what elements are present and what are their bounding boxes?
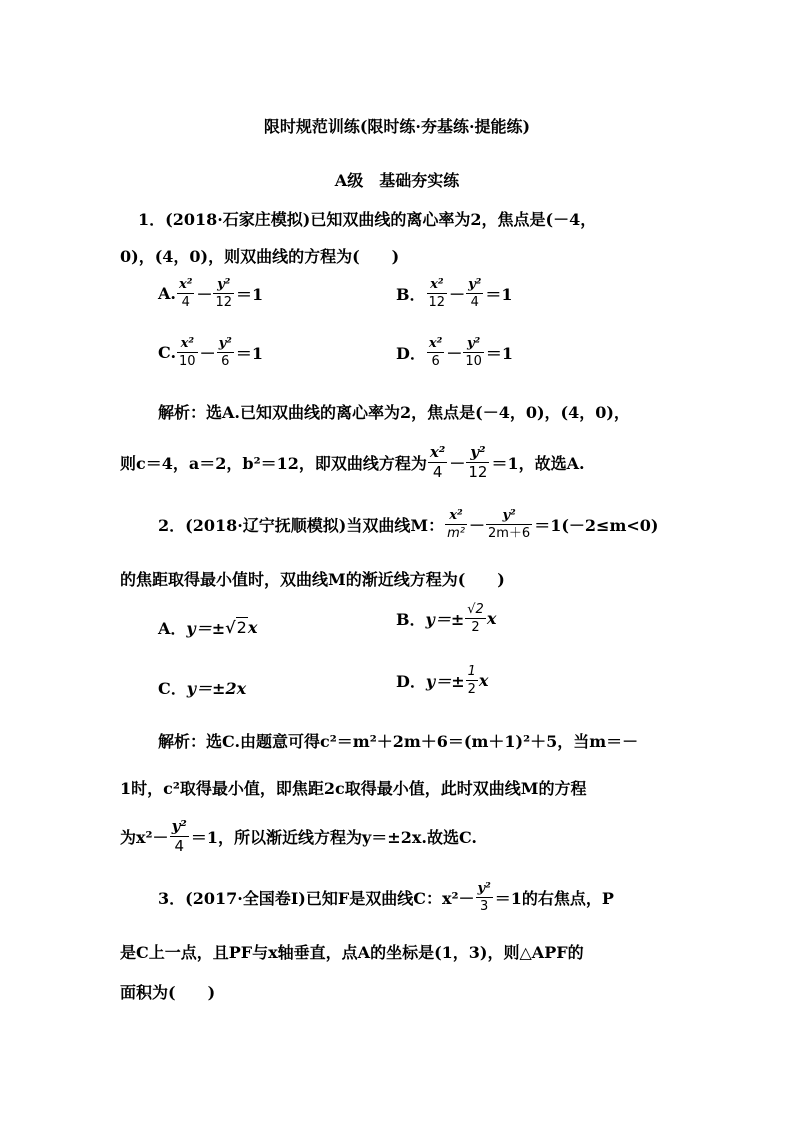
q1-solution-line2: 则c＝4，a＝2，b²＝12，即双曲线方程为 $\frac{\text{x²}}{4}$ － $\frac{\text{y²}}{12}$ ＝1，故选A.	[120, 443, 585, 481]
q2-solution-line3: 为x²－ $\frac{\text{y²}}{4}$ ＝1，所以渐近线方程为y＝±2x.故选C.	[120, 817, 477, 855]
section-heading: A级 基础夯实练	[334, 171, 460, 190]
q3-stem-line3: 面积为( )	[120, 983, 216, 1002]
page-title: 限时规范训练(限时练·夯基练·提能练)	[263, 117, 531, 136]
q2-solution-line2: 1时，c²取得最小值，即焦距2c取得最小值，此时双曲线M的方程	[120, 779, 587, 798]
q1-solution-line1: 解析：选A.已知双曲线的离心率为2，焦点是(－4，0)，(4，0)，	[158, 403, 630, 422]
q1-stem-line2: 0)，(4，0)，则双曲线的方程为( )	[120, 247, 400, 266]
q1-option-b: B． $\frac{\text{x²}}{12}$ － $\frac{\text{y²}}{4}$ ＝1	[396, 277, 513, 310]
q1-option-c: C. $\frac{\text{x²}}{10}$ － $\frac{\text{y²}}{6}$ ＝1	[158, 336, 263, 369]
q2-stem-line2: 的焦距取得最小值时，双曲线M的渐近线方程为( )	[120, 570, 505, 589]
q3-stem-line1: 3．(2017·全国卷Ⅰ)已知F是双曲线C：x²－ $\frac{\text{y²}}{3}$ ＝1的右焦点，P	[158, 881, 614, 914]
q2-solution-line1: 解析：选C.由题意可得c²＝m²＋2m＋6＝(m＋1)²＋5，当m＝－	[158, 732, 639, 751]
q2-option-c: C．y＝±2x	[158, 679, 247, 698]
q2-option-b: B．y＝± $\frac{√2}{2}$ x	[396, 602, 497, 635]
q2-option-d: D．y＝± $\frac{1}{2}$ x	[396, 664, 489, 697]
q1-option-d: D． $\frac{\text{x²}}{6}$ － $\frac{\text{y²}}{10}$ ＝1	[396, 336, 514, 369]
q1-stem-line1: 1．(2018·石家庄模拟)已知双曲线的离心率为2，焦点是(－4，	[138, 210, 597, 229]
q3-stem-line2: 是C上一点，且PF与x轴垂直，点A的坐标是(1，3)，则△APF的	[120, 943, 584, 962]
q1-option-a: A. $\frac{\text{x²}}{4}$ － $\frac{\text{y²}}{12}$ ＝1	[158, 277, 264, 310]
q2-stem-line1: 2．(2018·辽宁抚顺模拟)当双曲线M： $\frac{\text{x²}}{\text{m²}}$ － $\frac{\text{y²}}{2m+6}$ ＝1(－2≤m<0)	[158, 508, 659, 541]
q2-option-a: A．y＝±√2x	[158, 618, 258, 638]
